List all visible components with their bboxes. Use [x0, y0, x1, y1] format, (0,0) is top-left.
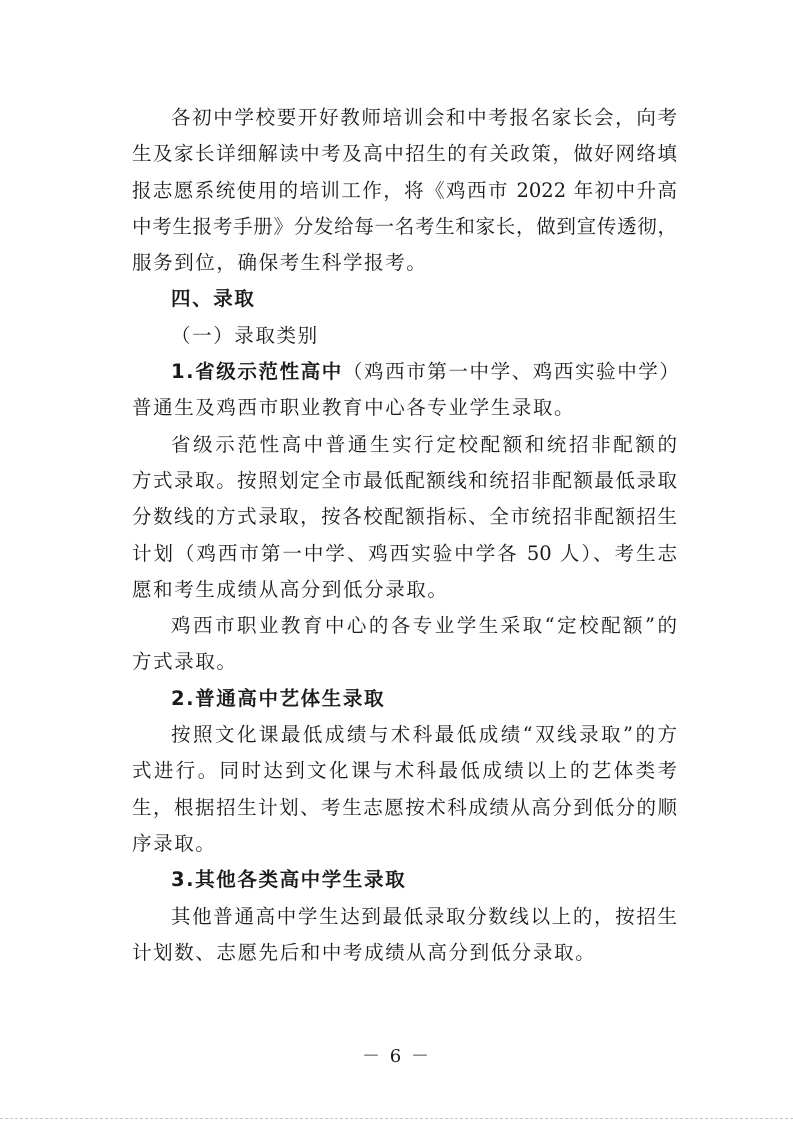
paragraph-line: 按照文化课最低成绩与术科最低成绩“双线录取”的方	[171, 723, 677, 747]
paragraph-line: 鸡西市职业教育中心的各专业学生采取“定校配额”的	[171, 614, 677, 638]
paragraph-line: 中考生报考手册》分发给每一名考生和家长，做到宣传透彻，	[132, 214, 677, 238]
subsection-heading: （一）录取类别	[171, 323, 319, 347]
page-bottom-rule	[0, 1118, 793, 1120]
item-title: 1.省级示范性高中	[171, 360, 343, 384]
paragraph-line: 生，根据招生计划、考生志愿按术科成绩从高分到低分的顺	[132, 795, 677, 819]
paragraph-line: 服务到位，确保考生科学报考。	[132, 251, 428, 275]
document-body	[132, 100, 681, 971]
item-heading-line	[132, 354, 681, 390]
paragraph-line: 序录取。	[132, 831, 217, 855]
page-number: － 6 －	[362, 1046, 431, 1067]
paragraph-line: 其他普通高中学生达到最低录取分数线以上的，按招生	[171, 904, 677, 928]
item-heading: 3.其他各类高中学生录取	[171, 868, 407, 892]
section-heading: 四、录取	[171, 287, 256, 311]
paragraph-line: 分数线的方式录取，按各校配额指标、全市统招非配额招生	[132, 505, 677, 529]
item-heading: 2.普通高中艺体生录取	[171, 686, 386, 710]
paragraph-line: 计划数、志愿先后和中考成绩从高分到低分录取。	[132, 940, 597, 964]
paragraph-line: 报志愿系统使用的培训工作，将《鸡西市 2022 年初中升高	[132, 178, 677, 202]
item-title-rest: （鸡西市第一中学、鸡西实验中学）	[342, 360, 681, 384]
paragraph-line: 方式录取。按照划定全市最低配额线和统招非配额最低录取	[132, 468, 677, 492]
paragraph-line: 愿和考生成绩从高分到低分录取。	[132, 577, 449, 601]
paragraph-line: 省级示范性高中普通生实行定校配额和统招非配额的	[171, 432, 677, 456]
paragraph-line: 计划（鸡西市第一中学、鸡西实验中学各 50 人）、考生志	[132, 541, 677, 565]
paragraph-line: 方式录取。	[132, 650, 238, 674]
paragraph-line: 生及家长详细解读中考及高中招生的有关政策，做好网络填	[132, 142, 677, 166]
paragraph-line: 普通生及鸡西市职业教育中心各专业学生录取。	[132, 396, 576, 420]
paragraph-line: 式进行。同时达到文化课与术科最低成绩以上的艺体类考	[132, 759, 677, 783]
paragraph-line: 各初中学校要开好教师培训会和中考报名家长会，向考	[171, 106, 677, 129]
